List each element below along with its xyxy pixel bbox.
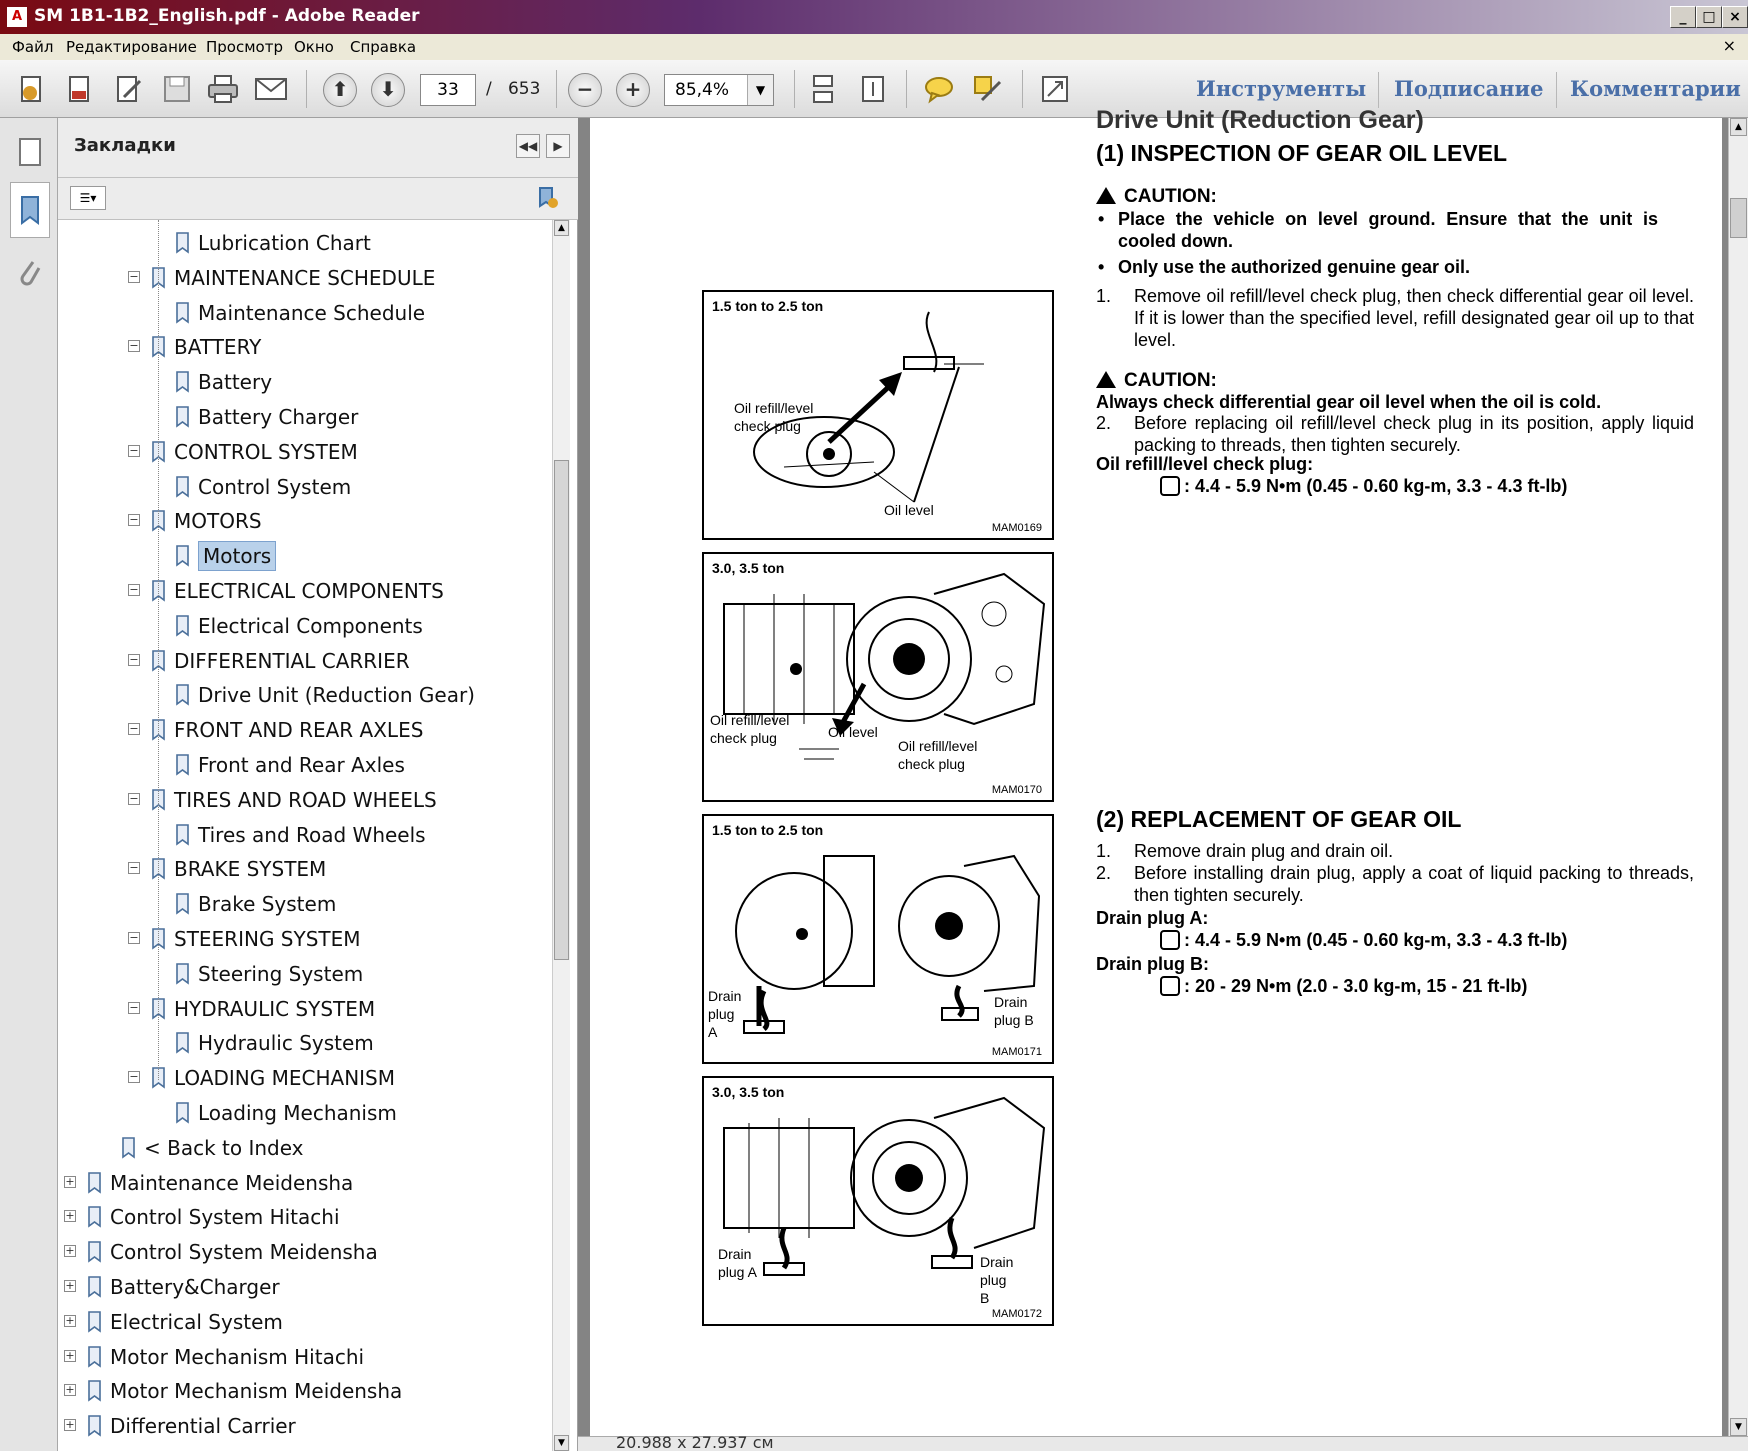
previous-page-button[interactable]: ⬆ [323, 73, 357, 107]
torque-wrench-icon [1160, 476, 1180, 496]
bookmark-icon [86, 1379, 104, 1403]
document-viewer [578, 106, 1748, 1452]
figure-label: Oil refill/level [710, 712, 790, 728]
bookmark-item[interactable] [70, 263, 550, 293]
figure-label: plug [708, 1006, 735, 1022]
bookmarks-header [58, 118, 578, 178]
bookmark-label: Maintenance Meidensha [110, 1170, 354, 1195]
bookmark-icon [174, 962, 192, 986]
bookmark-item[interactable] [65, 1237, 550, 1267]
bookmark-item[interactable] [70, 611, 550, 641]
bookmarks-tools [58, 178, 578, 220]
bookmark-item[interactable] [70, 298, 550, 328]
bookmarks-panel [58, 118, 578, 1451]
bookmark-item[interactable] [70, 785, 550, 815]
bookmark-icon [174, 753, 192, 777]
toolbar-separator [556, 70, 557, 108]
page-size: 20.988 x 27.937 см [616, 1433, 774, 1452]
bookmark-icon [86, 1240, 104, 1264]
figure-label: Oil level [828, 724, 878, 740]
scroll-up-icon[interactable]: ▲ [554, 220, 569, 236]
caution-bullet: • Place the vehicle on level ground. Ensure that the unit is cooled down. [1098, 209, 1658, 251]
page-heading: Drive Unit (Reduction Gear) [1096, 106, 1424, 134]
bookmark-item[interactable] [70, 820, 550, 850]
expand-icon[interactable]: + [65, 1279, 75, 1292]
bookmark-label: ELECTRICAL COMPONENTS [174, 579, 444, 603]
figure-label: Drain [718, 1246, 752, 1262]
bookmark-icon [150, 788, 168, 812]
step-text: Remove drain plug and drain oil. [1134, 841, 1394, 861]
figure-label: Drain [980, 1254, 1014, 1270]
figure-drain-small [702, 814, 1054, 1064]
bookmark-icon [86, 1414, 104, 1438]
collapse-icon[interactable]: − [129, 583, 139, 596]
bookmark-icon [174, 823, 192, 847]
bookmark-item[interactable] [70, 541, 550, 571]
expand-icon[interactable]: + [65, 1348, 75, 1362]
bookmark-icon [174, 683, 192, 707]
sign-link[interactable]: Подписание [1394, 76, 1544, 101]
bookmark-icon [174, 892, 192, 916]
bookmark-item[interactable] [65, 1376, 550, 1406]
bookmark-icon [120, 1136, 138, 1160]
collapse-panel-icon[interactable]: ◀◀ [516, 134, 540, 158]
comment-icon[interactable] [922, 72, 956, 106]
bookmark-item[interactable] [70, 472, 550, 502]
bookmark-item[interactable] [70, 959, 550, 989]
figure-label: check plug [898, 756, 965, 772]
bookmark-label: BATTERY [174, 335, 262, 360]
bookmark-item[interactable] [70, 576, 550, 606]
zoom-out-button[interactable]: − [568, 73, 602, 107]
bookmark-label: LOADING MECHANISM [174, 1066, 396, 1091]
bookmark-label: < Back to Index [144, 1135, 304, 1160]
bookmark-label: Electrical Components [198, 613, 423, 638]
close-document-icon[interactable]: × [1722, 36, 1736, 55]
caution-2-text: Always check differential gear oil level when the oil is cold. [1096, 392, 1602, 412]
bookmark-item[interactable] [70, 506, 550, 536]
bookmark-label: Lubrication Chart [198, 231, 371, 255]
expand-icon[interactable]: + [65, 1418, 75, 1432]
bookmark-label: Brake System [198, 892, 337, 917]
open-file-icon[interactable] [64, 72, 98, 106]
window-title: SM 1B1-1B2_English.pdf - Adobe Reader [34, 6, 420, 26]
caution-bullet: • Only use the authorized genuine gear oil. [1098, 257, 1471, 277]
bookmark-label: MAINTENANCE SCHEDULE [174, 265, 436, 290]
bookmark-icon [150, 266, 168, 290]
collapse-icon[interactable]: − [129, 652, 139, 666]
figure-code: MAM0171 [991, 1046, 1042, 1058]
bookmark-label: STEERING SYSTEM [174, 927, 361, 951]
collapse-icon[interactable]: − [129, 861, 139, 875]
warning-icon [1096, 371, 1116, 388]
figure-code: MAM0172 [991, 1308, 1042, 1320]
caution-1: CAUTION: [1096, 186, 1217, 208]
expand-panel-icon[interactable]: ▶ [546, 134, 570, 158]
figure-label: Oil level [884, 502, 934, 518]
bookmark-icon [86, 1171, 104, 1195]
bookmark-label: Control System Hitachi [110, 1205, 340, 1230]
caution-2: CAUTION: [1096, 370, 1217, 392]
menu-view[interactable]: Просмотр [206, 38, 283, 56]
chevron-down-icon[interactable]: ▼ [747, 75, 773, 105]
figure-oil-level-small [702, 290, 1054, 540]
page-number-input[interactable]: 33 [420, 74, 476, 106]
step-2: 2. Before replacing oil refill/level check plug in its position, apply liquid packing to threads, then tighten securely. [1096, 413, 1694, 455]
bookmark-item[interactable] [70, 1063, 550, 1093]
figure-code: MAM0169 [991, 522, 1042, 534]
bookmark-label: Control System [198, 474, 352, 499]
bookmarks-scrollbar[interactable] [552, 220, 570, 1451]
fullscreen-icon[interactable] [1038, 72, 1072, 106]
bookmark-icon [174, 405, 192, 429]
figure-caption: 3.0, 3.5 ton [712, 1084, 785, 1100]
step-text: Before replacing oil refill/level check plug in its position, apply liquid packing to threads, then tighten securely. [1134, 413, 1694, 455]
bullet-text: cooled down. [1118, 231, 1233, 251]
figure-drain-large [702, 1076, 1054, 1326]
bookmark-label: Battery [198, 370, 273, 395]
scroll-mode-icon[interactable] [806, 72, 840, 106]
bookmark-icon [150, 1066, 168, 1090]
torque-spec: : 4.4 - 5.9 N•m (0.45 - 0.60 kg-m, 3.3 - 4.3 ft-lb) [1160, 476, 1567, 497]
torque-wrench-icon [1160, 930, 1180, 950]
warning-icon [1096, 187, 1116, 204]
bookmark-item[interactable] [70, 1133, 550, 1163]
bookmark-icon [86, 1310, 104, 1334]
bookmark-item[interactable] [70, 994, 550, 1024]
collapse-icon[interactable]: − [129, 931, 139, 944]
maximize-button[interactable]: □ [1696, 6, 1722, 28]
bookmark-label: DIFFERENTIAL CARRIER [174, 648, 410, 673]
bookmark-icon [174, 544, 192, 568]
figure-label: check plug [734, 418, 801, 434]
edit-pdf-icon[interactable] [112, 72, 146, 106]
bookmark-label: Front and Rear Axles [198, 753, 405, 777]
bullet-text: Only use the authorized genuine gear oil. [1118, 257, 1471, 277]
navigation-pane-buttons [0, 118, 58, 1451]
bookmark-label: MOTORS [174, 509, 262, 534]
bookmark-icon [174, 1031, 192, 1055]
page-total: / 653 [486, 79, 541, 99]
bookmark-label: CONTROL SYSTEM [174, 439, 358, 464]
step-1: 1. Remove drain plug and drain oil. [1096, 840, 1696, 862]
drain-plug-b-label: Drain plug B: [1096, 954, 1209, 974]
bookmarks-tab-icon[interactable] [10, 182, 50, 238]
bookmark-item[interactable] [70, 228, 550, 258]
collapse-icon[interactable]: − [129, 513, 139, 527]
fit-page-icon[interactable] [856, 72, 890, 106]
save-icon[interactable] [160, 72, 194, 106]
bookmark-item[interactable] [70, 680, 550, 710]
zoom-value: 85,4% [675, 80, 730, 100]
zoom-in-button[interactable]: + [616, 73, 650, 107]
bookmark-item[interactable] [65, 1307, 550, 1337]
scroll-up-icon[interactable]: ▲ [1730, 118, 1747, 136]
figure-label: A [708, 1024, 718, 1040]
collapse-icon[interactable]: − [129, 1070, 139, 1084]
tree-guide-line [158, 220, 159, 1080]
figure-drawing [704, 292, 1056, 542]
bookmark-label: HYDRAULIC SYSTEM [174, 996, 376, 1021]
bookmark-label: Drive Unit (Reduction Gear) [198, 683, 475, 708]
bookmark-label: Maintenance Schedule [198, 300, 426, 325]
scroll-down-icon[interactable]: ▼ [1730, 1418, 1747, 1436]
collapse-icon[interactable]: − [129, 339, 139, 353]
step-1: 1. Remove oil refill/level check plug, then check differential gear oil level. If it is lower than the specified level, refill designated gear oil up to that level. [1096, 286, 1694, 350]
bullet-text: Place the vehicle on level ground. Ensure that the unit is [1118, 209, 1658, 229]
bookmark-icon [150, 718, 168, 742]
figure-label: plug [980, 1272, 1007, 1288]
collapse-icon[interactable]: − [129, 269, 139, 283]
bookmark-label: BRAKE SYSTEM [174, 857, 327, 882]
bookmark-icon [150, 649, 168, 673]
torque-wrench-icon [1160, 976, 1180, 996]
bookmark-label: Battery Charger [198, 405, 359, 429]
bookmark-icon [150, 509, 168, 533]
torque-spec: : 4.4 - 5.9 N•m (0.45 - 0.60 kg-m, 3.3 - 4.3 ft-lb) [1160, 930, 1567, 951]
tools-link[interactable]: Инструменты [1196, 76, 1367, 101]
expand-icon[interactable]: + [65, 1244, 75, 1258]
bookmark-label: Steering System [198, 961, 364, 986]
bookmark-item[interactable] [70, 750, 550, 780]
create-pdf-icon[interactable] [16, 72, 50, 106]
bookmark-label: Loading Mechanism [198, 1101, 397, 1125]
figure-code: MAM0170 [991, 784, 1042, 796]
bookmark-item[interactable] [70, 437, 550, 467]
expand-icon[interactable]: + [65, 1174, 75, 1188]
bookmark-icon [150, 927, 168, 951]
email-icon[interactable] [254, 72, 288, 106]
scroll-thumb[interactable] [1730, 198, 1747, 238]
toolbar-separator [306, 70, 307, 108]
bookmark-item[interactable] [70, 1098, 550, 1128]
expand-icon[interactable]: + [65, 1209, 75, 1223]
toolbar [0, 60, 1748, 118]
bookmarks-title: Закладки [74, 135, 176, 156]
status-bar [578, 1433, 1748, 1452]
bookmark-item[interactable] [65, 1202, 550, 1232]
zoom-select[interactable] [664, 74, 774, 106]
figure-label: Drain [994, 994, 1028, 1010]
collapse-icon[interactable]: − [129, 722, 139, 736]
figure-label: Drain [708, 988, 742, 1004]
bookmark-item[interactable] [70, 924, 550, 954]
next-page-button[interactable]: ⬇ [371, 73, 405, 107]
figure-label: Oil refill/level [734, 400, 814, 416]
bookmark-label: Control System Meidensha [110, 1240, 378, 1265]
bookmark-item[interactable] [70, 332, 550, 362]
toolbar-separator [1556, 72, 1557, 108]
menu-bar [0, 34, 1748, 60]
figure-oil-level-large [702, 552, 1054, 802]
collapse-icon[interactable]: − [129, 443, 139, 457]
drain-plug-a-label: Drain plug A: [1096, 908, 1209, 928]
close-window-button[interactable]: × [1722, 6, 1748, 28]
bookmark-icon [150, 997, 168, 1021]
bookmark-icon [174, 1101, 192, 1125]
bookmark-label: Motors [198, 541, 276, 571]
bookmark-label: Battery&Charger [110, 1275, 280, 1299]
bookmark-icon [86, 1275, 104, 1299]
figure-label: check plug [710, 730, 777, 746]
bookmark-item[interactable] [65, 1168, 550, 1198]
figure-drawing [704, 554, 1056, 804]
minimize-button[interactable]: _ [1670, 6, 1696, 28]
menu-file[interactable]: Файл [12, 38, 54, 56]
bookmark-icon [86, 1205, 104, 1229]
step-text: Before installing drain plug, apply a coat of liquid packing to threads, then tighten securely. [1134, 863, 1694, 905]
bookmark-icon [150, 857, 168, 881]
bookmark-label: Motor Mechanism Hitachi [110, 1344, 365, 1369]
toolbar-separator [1378, 72, 1379, 108]
plug-label: Oil refill/level check plug: [1096, 454, 1314, 474]
collapse-icon[interactable]: − [129, 1000, 139, 1014]
bookmarks-tree [65, 220, 552, 1451]
highlight-icon[interactable] [970, 72, 1004, 106]
bookmark-label: Electrical System [110, 1309, 283, 1334]
bookmark-options-icon[interactable]: ☰▾ [70, 186, 106, 210]
bookmark-icon [174, 614, 192, 638]
section-1-title: (1) INSPECTION OF GEAR OIL LEVEL [1096, 140, 1508, 166]
menu-help[interactable]: Справка [350, 38, 417, 56]
bookmark-item[interactable] [70, 367, 550, 397]
print-icon[interactable] [206, 72, 240, 106]
bookmark-item[interactable] [70, 889, 550, 919]
new-bookmark-icon[interactable] [536, 186, 560, 215]
title-bar [0, 0, 1748, 34]
menu-edit[interactable]: Редактирование [66, 38, 197, 56]
toolbar-separator [1022, 70, 1023, 108]
document-scrollbar[interactable] [1728, 118, 1748, 1436]
bookmark-label: Tires and Road Wheels [198, 822, 426, 847]
bookmark-icon [86, 1345, 104, 1369]
scroll-down-icon[interactable]: ▼ [554, 1435, 569, 1451]
scroll-thumb[interactable] [554, 460, 569, 960]
bookmark-label: Differential Carrier [110, 1414, 296, 1439]
bookmark-item[interactable] [70, 854, 550, 884]
step-text: Remove oil refill/level check plug, then check differential gear oil level. If it is lower than the specified level, refill designated gear oil up to that level. [1134, 286, 1694, 350]
expand-icon[interactable]: + [65, 1383, 75, 1397]
bookmark-icon [174, 231, 192, 255]
collapse-icon[interactable]: − [129, 791, 139, 805]
bookmark-icon [174, 370, 192, 394]
step-2: 2. Before installing drain plug, apply a coat of liquid packing to threads, then tighten securely. [1096, 863, 1694, 905]
bookmark-icon [150, 335, 168, 359]
bookmark-icon [150, 440, 168, 464]
menu-window[interactable]: Окно [294, 38, 334, 56]
figure-caption: 1.5 ton to 2.5 ton [712, 298, 824, 314]
page-thumbnails-icon[interactable] [10, 132, 50, 172]
bookmark-item[interactable] [65, 1411, 550, 1441]
figure-label: plug A [718, 1264, 757, 1280]
comments-link[interactable]: Комментарии [1570, 76, 1741, 101]
pdf-app-icon[interactable]: A [6, 6, 28, 28]
bookmark-icon [150, 579, 168, 603]
figure-drawing [704, 1078, 1056, 1328]
bookmark-label: Motor Mechanism Meidensha [110, 1379, 403, 1404]
figure-label: B [980, 1290, 990, 1306]
expand-icon[interactable]: + [65, 1313, 75, 1327]
torque-spec: : 20 - 29 N•m (2.0 - 3.0 kg-m, 15 - 21 ft-lb) [1160, 976, 1527, 997]
toolbar-separator [906, 70, 907, 108]
bookmark-item[interactable] [70, 402, 550, 432]
section-2-title: (2) REPLACEMENT OF GEAR OIL [1096, 806, 1462, 832]
figure-label: plug B [994, 1012, 1034, 1028]
bookmark-item[interactable] [65, 1272, 550, 1302]
bookmark-icon [174, 301, 192, 325]
bookmark-item[interactable] [65, 1342, 550, 1372]
figure-caption: 1.5 ton to 2.5 ton [712, 822, 824, 838]
figure-caption: 3.0, 3.5 ton [712, 560, 785, 576]
pdf-page [590, 106, 1722, 1436]
bookmark-icon [174, 475, 192, 499]
bookmark-item[interactable] [70, 715, 550, 745]
bookmark-item[interactable] [70, 646, 550, 676]
bookmark-label: FRONT AND REAR AXLES [174, 718, 424, 743]
bookmark-label: Hydraulic System [198, 1031, 374, 1056]
figure-label: Oil refill/level [898, 738, 978, 754]
bookmark-item[interactable] [70, 1028, 550, 1058]
bookmark-label: TIRES AND ROAD WHEELS [174, 787, 437, 812]
attachments-icon[interactable] [10, 252, 50, 292]
toolbar-separator [794, 70, 795, 108]
